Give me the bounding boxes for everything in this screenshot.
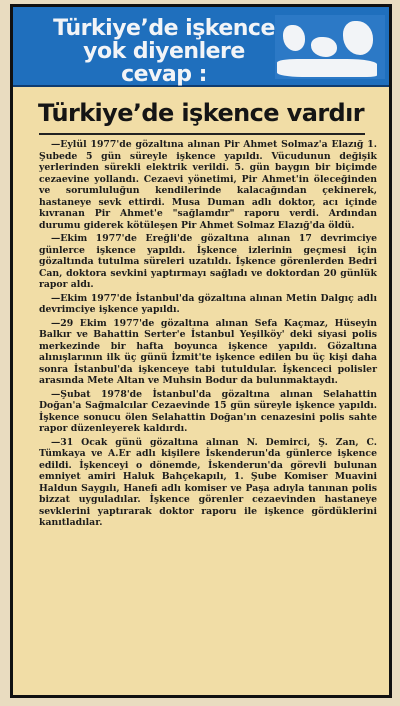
newspaper-clipping: [10, 4, 392, 698]
banner: [13, 7, 389, 87]
paragraph: —Ekim 1977'de Ereğli'de gözaltına alınan 17 devrimciye günlerce işkence yapıldı. İşkence izlerinin geçmesi için gözaltında tutulma süreleri uzatıldı. İşkence görenlerden Bedri Can, doktora sevkini yaptırmayı sağladı ve doktordan 20 günlük rapor aldı.: [39, 233, 377, 290]
banner-line-1: Türkiye’de işkence: [53, 16, 275, 41]
banner-line-2: yok diyenlere cevap :: [83, 39, 245, 87]
paragraph: —Eylül 1977'de gözaltına alınan Pir Ahmet Solmaz'a Elazığ 1. Şubede 5 gün süreyle işkence yapıldı. Vücudunun değişik yerlerinden sürekli elektrik verildi. 5. gün baygın bir biçimde cezaevine yollandı. Cezaevi yönetimi, Pir Ahmet'in öleceğinden ve sorumluluğun kendilerinde kalacağından çekinerek, hastaneye sevk ettirdi. Musa Duman adlı doktor, acı içinde kıvranan Pir Ahmet'e "sağlamdır" raporu verdi. Ardından durumu giderek kötüleşen Pir Ahmet Solmaz Elazığ'da öldü.: [39, 139, 377, 231]
photo-shape: [343, 21, 373, 55]
headline-divider: [39, 133, 365, 135]
paragraph: —Şubat 1978'de İstanbul'da gözaltına alınan Selahattin Doğan'a Sağmalcılar Cezaevinde 15 gün süreyle işkence yapıldı. İşkence sonucu ölen Selahattin Doğan'ın cenazesini polis sahte rapor düzenleyerek kaldırdı.: [39, 388, 377, 434]
paragraph: —Ekim 1977'de İstanbul'da gözaltına alınan Metin Dalgıç adlı devrimciye işkence yapıldı.: [39, 292, 377, 315]
article-body: [39, 139, 377, 531]
banner-title: [49, 17, 279, 86]
photo-shape: [311, 37, 337, 57]
photo-shape: [277, 59, 377, 77]
banner-photo: [275, 15, 385, 79]
paragraph: —29 Ekim 1977'de gözaltına alınan Sefa Kaçmaz, Hüseyin Balkır ve Bahattin Serter'e İstanbul Yeşilköy' deki siyasi polis merkezinde bir hafta boyunca işkence yapıldı. Gözaltına alınışlarının ilk üç günü İzmit'te işkence edilen bu üç kişi daha sonra İstanbul'da işkenceye tabi tutuldular. İşkenceci polisler arasında Mete Altan ve Muhsin Bodur da bulunmaktaydı.: [39, 317, 377, 386]
photo-shape: [283, 25, 305, 51]
headline: Türkiye’de işkence vardır: [37, 99, 365, 127]
paragraph: —31 Ocak günü gözaltına alınan N. Demirci, Ş. Zan, C. Tümkaya ve A.Er adlı kişilere İskenderun'da günlerce işkence edildi. İşkenceyi o dönemde, İskenderun'da görevli bulunan emniyet amiri Haluk Bahçekapılı, 1. Şube Komiser Muavini Haldun Saygılı, Hanefi adlı komiser ve Paşa adıyla tanınan polis bizzat uyguladılar. İşkence görenler cezaevinden hastaneye sevklerini yaptırarak doktor raporu ile işkence gördüklerini kanıtladılar.: [39, 436, 377, 528]
